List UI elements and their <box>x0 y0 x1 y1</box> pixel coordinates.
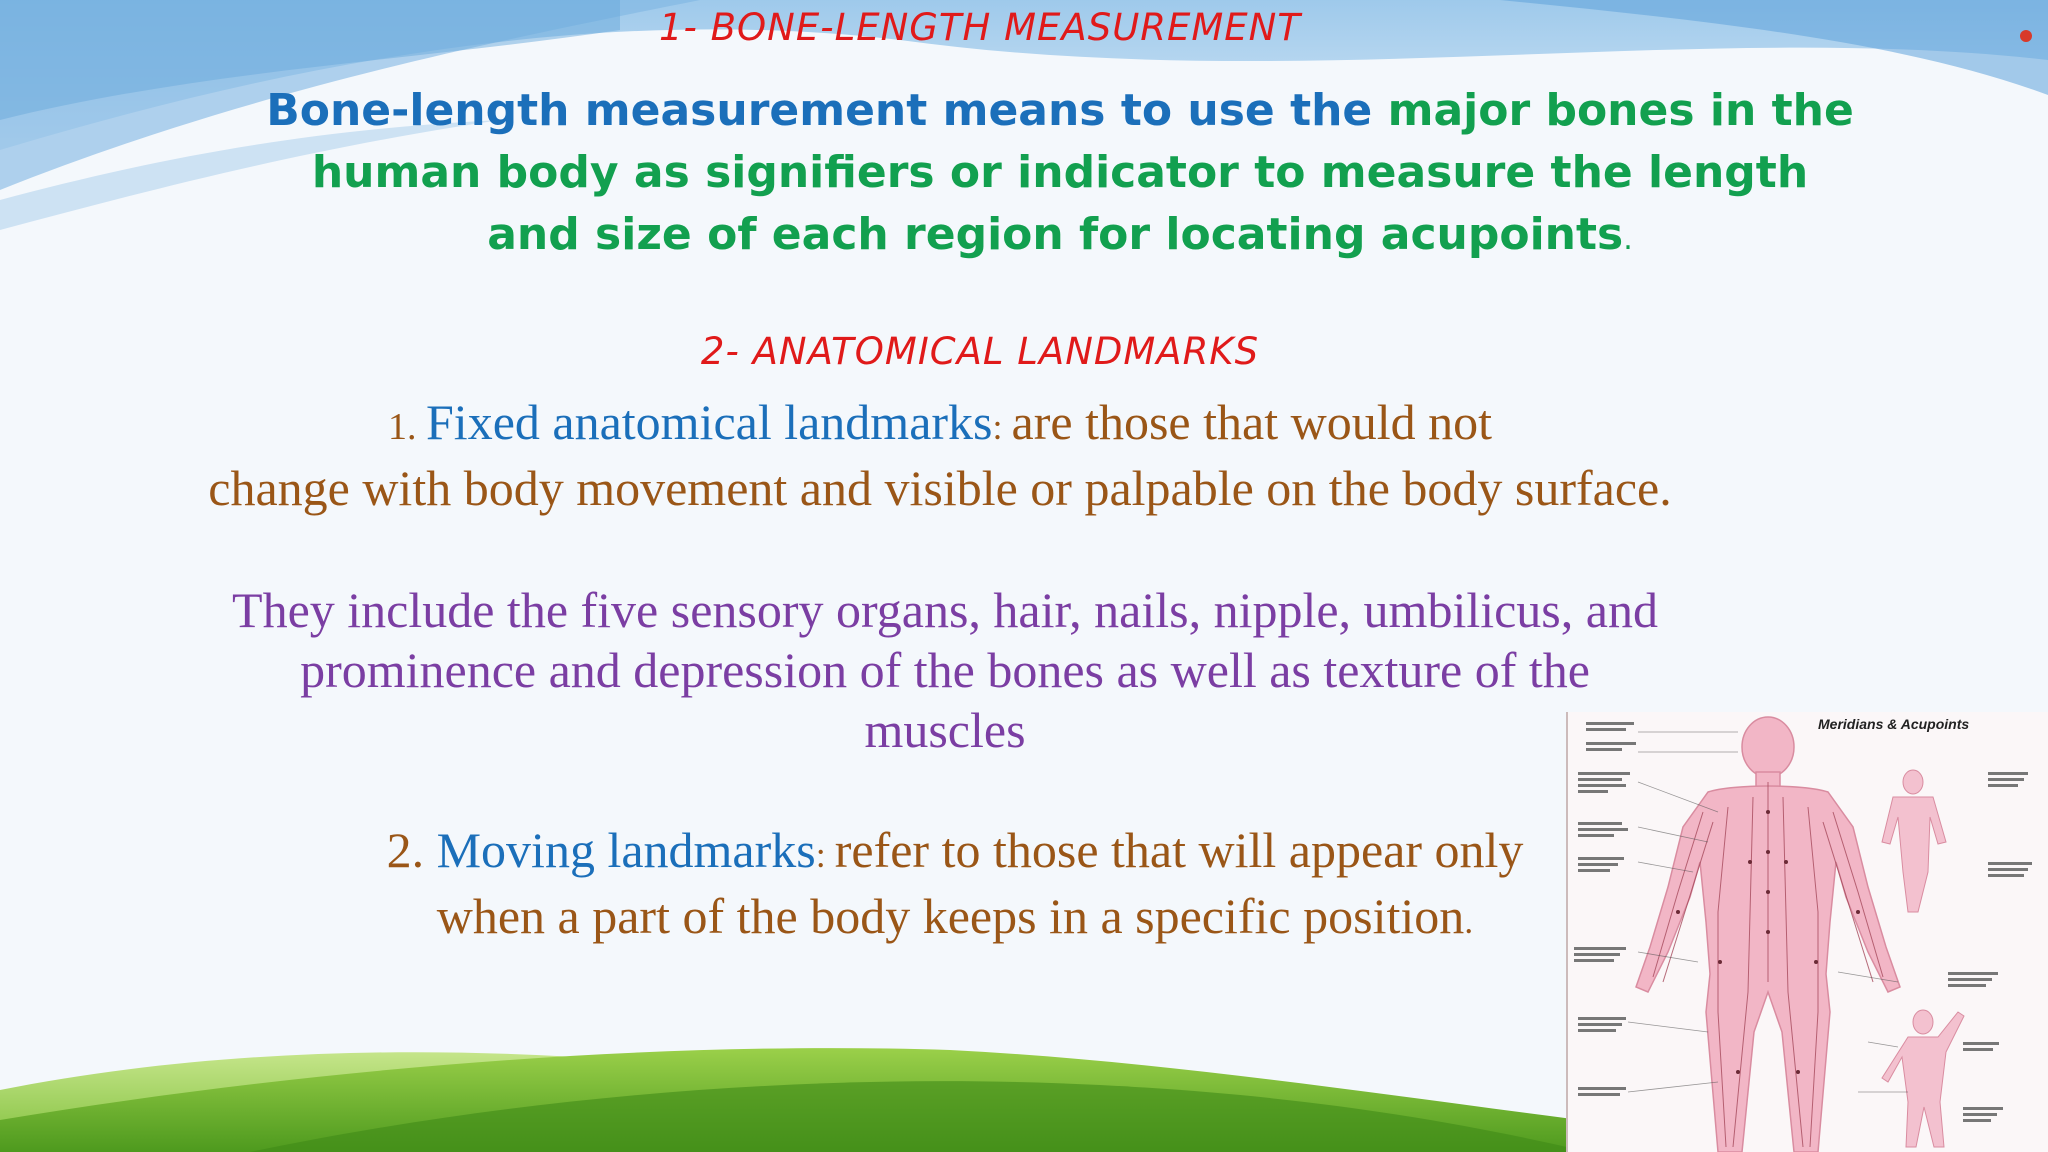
meridians-acupoints-figure <box>1566 712 2048 1152</box>
moving-line2: when a part of the body keeps in a specific position <box>436 888 1465 944</box>
moving-landmarks-paragraph <box>190 820 1720 952</box>
definition-green-text-3: and size of each region for locating acupoints <box>487 209 1624 260</box>
bone-length-definition <box>260 80 1860 271</box>
definition-green-text-1: major bones in the <box>1387 85 1854 136</box>
include-line2: prominence and depression of the bones as well as texture of the <box>300 642 1590 698</box>
include-line1: They include the five sensory organs, hair, nails, nipple, umbilicus, and <box>232 582 1658 638</box>
slide-dot-marker <box>2020 30 2032 42</box>
include-line3: muscles <box>864 702 1026 758</box>
moving-line1: refer to those that will appear only <box>834 822 1524 878</box>
moving-term: Moving landmarks <box>436 822 816 878</box>
moving-period: . <box>1464 901 1474 941</box>
heading-anatomical-landmarks: 2- ANATOMICAL LANDMARKS <box>700 330 1260 373</box>
definition-blue-text: Bone-length measurement means to use the <box>266 85 1388 136</box>
moving-colon: : <box>815 835 835 875</box>
heading-bone-length: 1- BONE-LENGTH MEASUREMENT <box>659 6 1301 49</box>
definition-period: . <box>1623 222 1633 257</box>
fixed-term: Fixed anatomical landmarks <box>426 394 993 450</box>
moving-number: 2. <box>386 822 437 878</box>
fixed-landmarks-paragraph <box>140 392 1740 519</box>
figure-title: Meridians & Acupoints <box>1818 716 1970 732</box>
definition-green-text-2: human body as signifiers or indicator to measure the length <box>311 147 1809 198</box>
landmarks-include-paragraph <box>90 580 1800 760</box>
fixed-number: 1. <box>388 406 426 448</box>
fixed-line1: are those that would not <box>1011 394 1492 450</box>
fixed-line2: change with body movement and visible or palpable on the body surface. <box>208 460 1672 516</box>
fixed-colon: : <box>992 407 1012 447</box>
body-meridian-illustration <box>1568 712 2048 1152</box>
